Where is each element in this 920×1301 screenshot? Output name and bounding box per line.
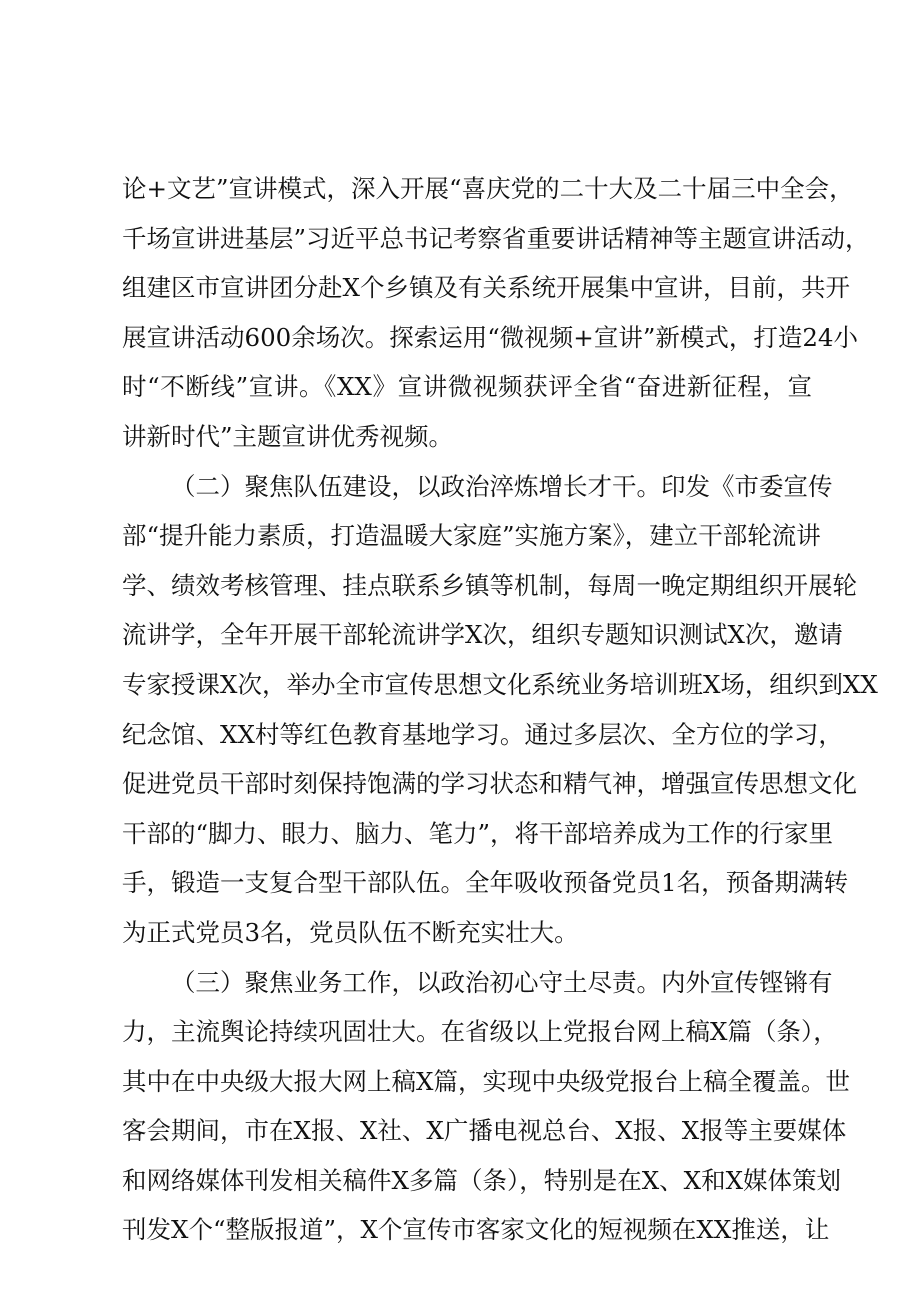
- text-line: 力，主流舆论持续巩固壮大。在省级以上党报台网上稿X篇（条），: [122, 1017, 838, 1047]
- text-line: 论+文艺”宣讲模式，深入开展“喜庆党的二十大及二十届三中全会，: [122, 174, 854, 203]
- text-line: 刊发X个“整版报道”，X个宣传市客家文化的短视频在XX推送，让: [122, 1215, 830, 1245]
- text-line: 部“提升能力素质，打造温暖大家庭”实施方案》，建立干部轮流讲: [122, 521, 821, 551]
- text-line: （三）聚焦业务工作，以政治初心守土尽责。内外宣传铿锵有: [171, 967, 833, 997]
- text-line: 干部的“脚力、眼力、脑力、笔力”，将干部培养成为工作的行家里: [122, 818, 834, 848]
- text-line: 纪念馆、XX村等红色教育基地学习。通过多层次、全方位的学习，: [122, 719, 843, 749]
- paragraph-business-work: [122, 958, 850, 1256]
- text-line: 其中在中央级大报大网上稿X篇，实现中央级党报台上稿全覆盖。世: [122, 1066, 850, 1096]
- text-line: 学、绩效考核管理、挂点联系乡镇等机制，每周一晚定期组织开展轮: [122, 570, 857, 600]
- document-body: [122, 164, 878, 1255]
- text-line: 组建区市宣讲团分赴X个乡镇及有关系统开展集中宣讲，目前，共开: [122, 273, 850, 303]
- text-line: 流讲学，全年开展干部轮流讲学X次，组织专题知识测试X次，邀请: [122, 620, 843, 650]
- text-line: （二）聚焦队伍建设，以政治淬炼增长才干。印发《市委宣传: [171, 471, 833, 501]
- paragraph-outreach-activities: [122, 164, 870, 462]
- text-line: 展宣讲活动600余场次。探索运用“微视频+宣讲”新模式，打造24小: [122, 322, 859, 352]
- text-line: 手，锻造一支复合型干部队伍。全年吸收预备党员1名，预备期满转: [122, 868, 849, 898]
- text-line: 促进党员干部时刻保持饱满的学习状态和精气神，增强宣传思想文化: [122, 769, 857, 799]
- text-line: 千场宣讲进基层”习近平总书记考察省重要讲话精神等主题宣讲活动，: [122, 223, 870, 253]
- text-line: 为正式党员3名，党员队伍不断充实壮大。: [122, 917, 579, 947]
- text-line: 和网络媒体刊发相关稿件X多篇（条），特别是在X、X和X媒体策划: [122, 1165, 842, 1195]
- text-line: 专家授课X次，举办全市宣传思想文化系统业务培训班X场，组织到XX: [122, 669, 878, 699]
- text-line: 时“不断线”宣讲。《XX》宣讲微视频获评全省“奋进新征程，宣: [122, 372, 812, 402]
- text-line: 讲新时代”主题宣讲优秀视频。: [122, 421, 454, 451]
- paragraph-team-building: [122, 462, 878, 958]
- text-line: 客会期间，市在X报、X社、X广播电视总台、X报、X报等主要媒体: [122, 1116, 847, 1146]
